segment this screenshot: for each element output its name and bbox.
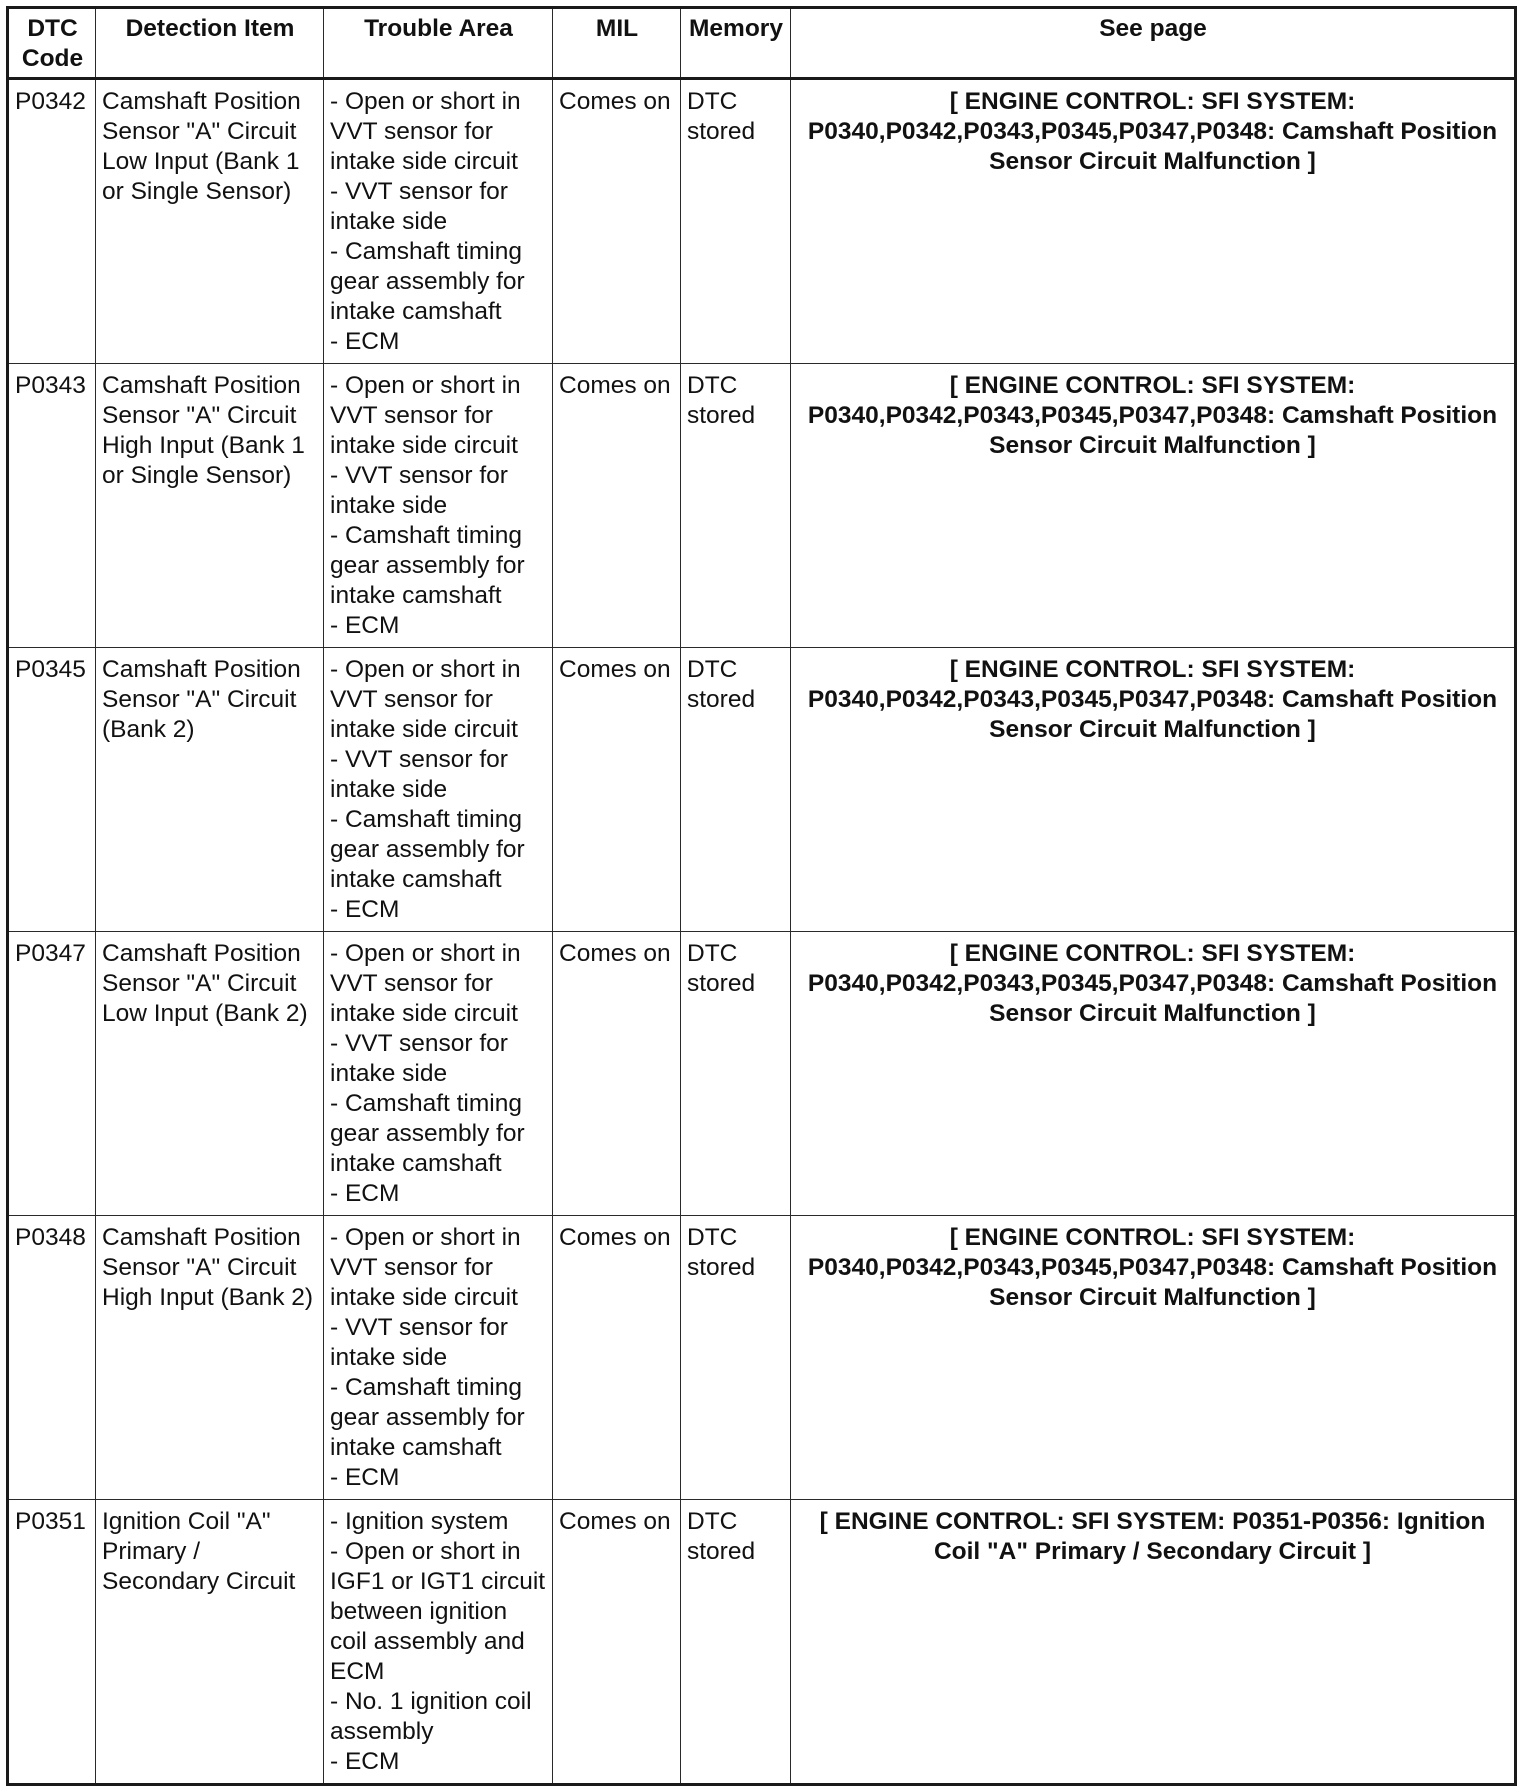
trouble-area-line: - ECM [330, 1464, 400, 1491]
header-see-page: See page [791, 8, 1516, 79]
header-detection-item: Detection Item [96, 8, 324, 79]
dtc-code-cell: P0347 [8, 932, 96, 1216]
detection-item-cell: Ignition Coil "A" Primary / Secondary Circuit [96, 1500, 324, 1785]
trouble-area-cell [324, 1216, 553, 1500]
table-row [8, 932, 1516, 1216]
mil-cell: Comes on [553, 648, 681, 932]
trouble-area-line: - ECM [330, 1748, 400, 1775]
mil-cell: Comes on [553, 364, 681, 648]
see-page-link[interactable]: [ ENGINE CONTROL: SFI SYSTEM: P0340,P0342,P0343,P0345,P0347,P0348: Camshaft Position Sensor Circuit Malfunction ] [791, 79, 1516, 364]
trouble-area-line: - No. 1 ignition coil assembly [330, 1688, 532, 1745]
trouble-area-line: - ECM [330, 328, 400, 355]
table-row [8, 648, 1516, 932]
dtc-code-cell: P0342 [8, 79, 96, 364]
dtc-code-cell: P0348 [8, 1216, 96, 1500]
trouble-area-line: - Camshaft timing gear assembly for intake camshaft [330, 806, 525, 893]
trouble-area-line: - Ignition system [330, 1508, 509, 1535]
see-page-link[interactable]: [ ENGINE CONTROL: SFI SYSTEM: P0351-P0356: Ignition Coil "A" Primary / Secondary Circuit ] [791, 1500, 1516, 1785]
trouble-area-line: - Camshaft timing gear assembly for intake camshaft [330, 1374, 525, 1461]
header-row [8, 8, 1516, 79]
trouble-area-line: - VVT sensor for intake side [330, 1030, 508, 1087]
trouble-area-line: - ECM [330, 896, 400, 923]
memory-cell: DTC stored [681, 932, 791, 1216]
memory-cell: DTC stored [681, 364, 791, 648]
header-mil: MIL [553, 8, 681, 79]
see-page-link[interactable]: [ ENGINE CONTROL: SFI SYSTEM: P0340,P0342,P0343,P0345,P0347,P0348: Camshaft Position Sensor Circuit Malfunction ] [791, 364, 1516, 648]
dtc-code-cell: P0345 [8, 648, 96, 932]
memory-cell: DTC stored [681, 1216, 791, 1500]
table-body [8, 79, 1516, 1785]
trouble-area-cell [324, 364, 553, 648]
detection-item-cell: Camshaft Position Sensor "A" Circuit Low Input (Bank 1 or Single Sensor) [96, 79, 324, 364]
trouble-area-line: - ECM [330, 612, 400, 639]
dtc-code-cell: P0351 [8, 1500, 96, 1785]
header-dtc-code: DTC Code [8, 8, 96, 79]
see-page-link[interactable]: [ ENGINE CONTROL: SFI SYSTEM: P0340,P0342,P0343,P0345,P0347,P0348: Camshaft Position Sensor Circuit Malfunction ] [791, 648, 1516, 932]
trouble-area-line: - Open or short in VVT sensor for intake side circuit [330, 656, 521, 743]
trouble-area-cell [324, 1500, 553, 1785]
detection-item-cell: Camshaft Position Sensor "A" Circuit High Input (Bank 2) [96, 1216, 324, 1500]
trouble-area-line: - Open or short in VVT sensor for intake side circuit [330, 372, 521, 459]
dtc-table [6, 6, 1517, 1786]
trouble-area-line: - VVT sensor for intake side [330, 1314, 508, 1371]
header-trouble-area: Trouble Area [324, 8, 553, 79]
table-row [8, 79, 1516, 364]
see-page-link[interactable]: [ ENGINE CONTROL: SFI SYSTEM: P0340,P0342,P0343,P0345,P0347,P0348: Camshaft Position Sensor Circuit Malfunction ] [791, 932, 1516, 1216]
trouble-area-cell [324, 648, 553, 932]
table-row [8, 1216, 1516, 1500]
trouble-area-line: - ECM [330, 1180, 400, 1207]
trouble-area-line: - Camshaft timing gear assembly for intake camshaft [330, 1090, 525, 1177]
see-page-link[interactable]: [ ENGINE CONTROL: SFI SYSTEM: P0340,P0342,P0343,P0345,P0347,P0348: Camshaft Position Sensor Circuit Malfunction ] [791, 1216, 1516, 1500]
trouble-area-cell [324, 79, 553, 364]
trouble-area-line: - Open or short in VVT sensor for intake side circuit [330, 940, 521, 1027]
dtc-code-cell: P0343 [8, 364, 96, 648]
trouble-area-line: - Open or short in VVT sensor for intake side circuit [330, 88, 521, 175]
detection-item-cell: Camshaft Position Sensor "A" Circuit Low Input (Bank 2) [96, 932, 324, 1216]
table-header [8, 8, 1516, 79]
trouble-area-line: - Camshaft timing gear assembly for intake camshaft [330, 522, 525, 609]
mil-cell: Comes on [553, 79, 681, 364]
table-row [8, 1500, 1516, 1785]
trouble-area-line: - VVT sensor for intake side [330, 462, 508, 519]
detection-item-cell: Camshaft Position Sensor "A" Circuit High Input (Bank 1 or Single Sensor) [96, 364, 324, 648]
trouble-area-line: - VVT sensor for intake side [330, 178, 508, 235]
header-memory: Memory [681, 8, 791, 79]
memory-cell: DTC stored [681, 1500, 791, 1785]
detection-item-cell: Camshaft Position Sensor "A" Circuit (Bank 2) [96, 648, 324, 932]
mil-cell: Comes on [553, 1216, 681, 1500]
mil-cell: Comes on [553, 1500, 681, 1785]
trouble-area-line: - VVT sensor for intake side [330, 746, 508, 803]
memory-cell: DTC stored [681, 648, 791, 932]
trouble-area-line: - Open or short in VVT sensor for intake side circuit [330, 1224, 521, 1311]
table-row [8, 364, 1516, 648]
trouble-area-line: - Open or short in IGF1 or IGT1 circuit between ignition coil assembly and ECM [330, 1538, 546, 1685]
trouble-area-line: - Camshaft timing gear assembly for intake camshaft [330, 238, 525, 325]
memory-cell: DTC stored [681, 79, 791, 364]
mil-cell: Comes on [553, 932, 681, 1216]
trouble-area-cell [324, 932, 553, 1216]
